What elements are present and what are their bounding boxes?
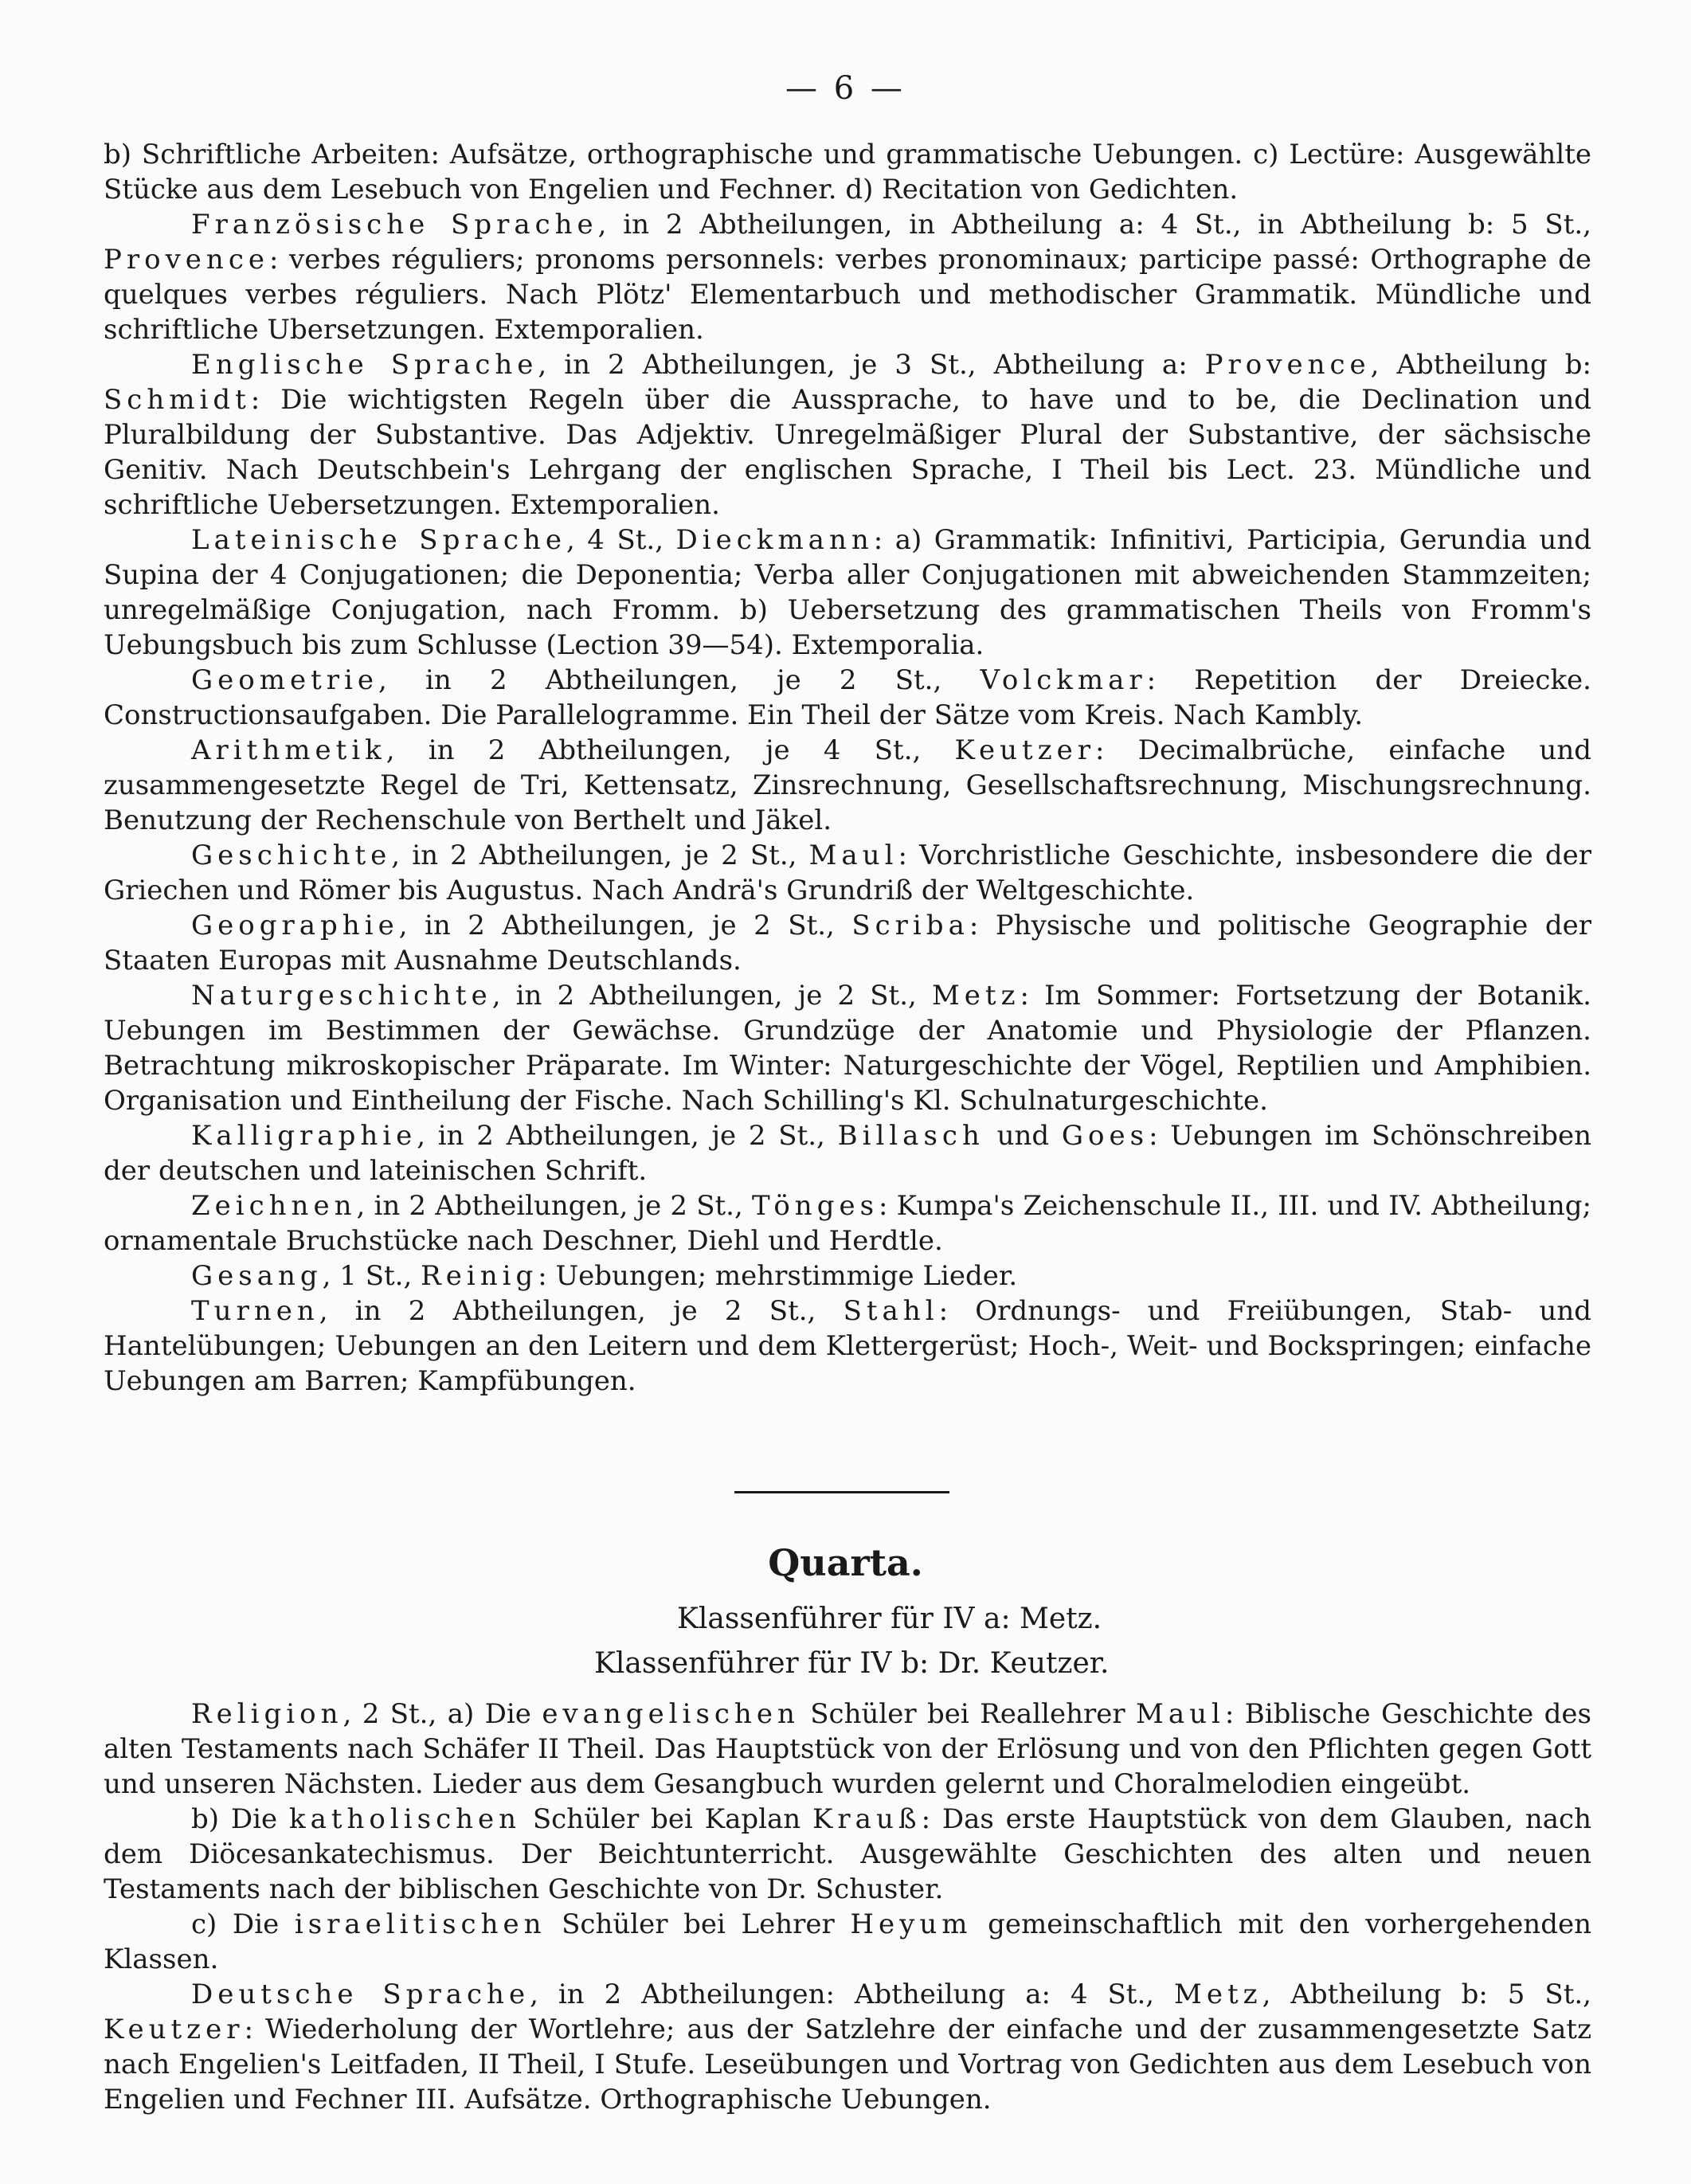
emphasized-term: Provence bbox=[104, 244, 269, 276]
upper-text-block bbox=[104, 137, 1591, 1399]
emphasized-term: Englische Sprache bbox=[191, 349, 538, 381]
emphasized-term: Religion bbox=[191, 1698, 343, 1730]
paragraph-text: : Im Sommer: Fortsetzung der Botanik. Uebungen im Bestimmen der Gewächse. Grundzüge der Anatomie und Physiologie der Pflanzen. Betrachtung mikroskopischer Präparate. Im Winter: Naturgeschichte der Vögel, Reptilien und Amphibien. Organisation und Eintheilung der Fische. Nach Schilling's Kl. Schulnaturgeschichte. bbox=[104, 980, 1591, 1117]
emphasized-term: Heyum bbox=[850, 1908, 973, 1940]
emphasized-term: Scriba bbox=[851, 910, 969, 941]
paragraph bbox=[104, 1907, 1591, 1977]
paragraph-text: , in 2 Abtheilungen, in Abtheilung a: 4 St., in Abtheilung b: 5 St., bbox=[597, 209, 1591, 241]
emphasized-term: Deutsche Sprache bbox=[191, 1979, 530, 2010]
class-leader-iv-b: Klassenführer für IV b: Dr. Keutzer. bbox=[594, 1647, 1110, 1680]
paragraph-text: und bbox=[984, 1120, 1062, 1152]
emphasized-term: Dieckmann bbox=[675, 524, 874, 556]
emphasized-term: katholischen bbox=[288, 1803, 522, 1835]
paragraph-text: : Decimalbrüche, einfache und zusammengesetzte Regel de Tri, Kettensatz, Zinsrechnung, Gesellschaftsrechnung, Mischungsrechnung. Benutzung der Rechenschule von Berthelt und Jäkel. bbox=[104, 734, 1591, 836]
paragraph-text: gemeinschaftlich mit den vorhergehenden Klassen. bbox=[104, 1908, 1591, 1975]
paragraph-text: Schüler bei Lehrer bbox=[546, 1908, 851, 1940]
emphasized-term: Arithmetik bbox=[191, 734, 386, 766]
paragraph-text: : Biblische Geschichte des alten Testaments nach Schäfer II Theil. Das Hauptstück von der Erlösung und von den Pflichten gegen Gott und unseren Nächsten. Lieder aus dem Gesangbuch wurden gelernt und Choralmelodien eingeübt. bbox=[104, 1698, 1592, 1800]
paragraph bbox=[104, 1118, 1591, 1188]
paragraph-text: , in 2 Abtheilungen, je 3 St., Abtheilung a: bbox=[538, 349, 1205, 381]
paragraph bbox=[104, 663, 1591, 733]
paragraph bbox=[104, 137, 1591, 207]
paragraph-text: , in 2 Abtheilungen, je 2 St., bbox=[356, 1190, 752, 1222]
paragraph bbox=[104, 908, 1591, 978]
emphasized-term: Tönges bbox=[751, 1190, 879, 1222]
paragraph-text: , in 2 Abtheilungen: Abtheilung a: 4 St., bbox=[530, 1979, 1175, 2010]
paragraph-text: : verbes réguliers; pronoms personnels: verbes pronominaux; participe passé: Orthographe de quelques verbes réguliers. Nach Plötz' Elementarbuch und methodischer Grammatik. Mündliche und schriftliche Ubersetzungen. Extemporalien. bbox=[104, 244, 1591, 346]
paragraph-text: , Abtheilung b: bbox=[1370, 349, 1592, 381]
emphasized-term: Keutzer bbox=[104, 2014, 245, 2045]
paragraph-text: : Uebungen im Schönschreiben der deutschen und lateinischen Schrift. bbox=[104, 1120, 1591, 1187]
lower-text-block bbox=[104, 1697, 1591, 2117]
paragraph-text: : Kumpa's Zeichenschule II., III. und IV. Abtheilung; ornamentale Bruchstücke nach Deschner, Diehl und Herdtle. bbox=[104, 1190, 1591, 1257]
emphasized-term: Schmidt bbox=[104, 384, 251, 416]
paragraph-text: , Abtheilung b: 5 St., bbox=[1262, 1979, 1591, 2010]
paragraph-text: c) Die bbox=[191, 1908, 295, 1940]
paragraph-text: b) Schriftliche Arbeiten: Aufsätze, orthographische und grammatische Uebungen. c) Lectüre: Ausgewählte Stücke aus dem Lesebuch von Engelien und Fechner. d) Recitation von Gedichten. bbox=[104, 139, 1591, 205]
emphasized-term: Billasch bbox=[837, 1120, 984, 1152]
paragraph bbox=[104, 347, 1591, 523]
paragraph-text: , in 2 Abtheilungen, je 2 St., bbox=[398, 910, 852, 941]
paragraph-text: b) Die bbox=[191, 1803, 289, 1835]
paragraph bbox=[104, 838, 1591, 908]
emphasized-term: Kalligraphie bbox=[191, 1120, 417, 1152]
paragraph-text: , 1 St., bbox=[322, 1260, 421, 1292]
emphasized-term: Geographie bbox=[191, 910, 399, 941]
paragraph-text: : Wiederholung der Wortlehre; aus der Satzlehre der einfache und der zusammengesetzte Satz nach Engelien's Leitfaden, II Theil, I Stufe. Leseübungen und Vortrag von Gedichten aus dem Lesebuch von Engelien und Fechner III. Aufsätze. Orthographische Uebungen. bbox=[104, 2014, 1591, 2116]
emphasized-term: Provence bbox=[1204, 349, 1371, 381]
paragraph-text: , 2 St., a) Die bbox=[343, 1698, 542, 1730]
paragraph-text: : Die wichtigsten Regeln über die Aussprache, to have und to be, die Declination und Pluralbildung der Substantive. Das Adjektiv. Unregelmäßiger Plural der Substantive, der sächsische Genitiv. Nach Deutschbein's Lehrgang der englischen Sprache, I Theil bis Lect. 23. Mündliche und schriftliche Uebersetzungen. Extemporalien. bbox=[104, 384, 1591, 521]
paragraph-text: : a) Grammatik: Infinitivi, Participia, Gerundia und Supina der 4 Conjugationen; die Deponentia; Verba aller Conjugationen mit abweichenden Stammzeiten; unregelmäßige Conjugation, nach Fromm. b) Uebersetzung des grammatischen Theils von Fromm's Uebungsbuch bis zum Schlusse (Lection 39—54). Extemporalia. bbox=[104, 524, 1591, 661]
section-title: Quarta. bbox=[768, 1541, 923, 1584]
paragraph-text: : Uebungen; mehrstimmige Lieder. bbox=[538, 1260, 1018, 1292]
emphasized-term: Turnen bbox=[191, 1295, 319, 1327]
emphasized-term: Keutzer bbox=[954, 734, 1096, 766]
emphasized-term: Volckmar bbox=[980, 664, 1147, 696]
emphasized-term: Lateinische Sprache bbox=[191, 524, 566, 556]
paragraph-text: : Das erste Hauptstück von dem Glauben, nach dem Diöcesankatechismus. Der Beichtunterricht. Ausgewählte Geschichten des alten und neuen Testaments nach der biblischen Geschichte von Dr. Schuster. bbox=[104, 1803, 1591, 1905]
paragraph-text: , in 2 Abtheilungen, je 2 St., bbox=[417, 1120, 838, 1152]
emphasized-term: Gesang bbox=[191, 1260, 323, 1292]
paragraph-text: : Physische und politische Geographie der Staaten Europas mit Ausnahme Deutschlands. bbox=[104, 910, 1591, 977]
paragraph bbox=[104, 1697, 1591, 1802]
emphasized-term: Stahl bbox=[843, 1295, 939, 1327]
paragraph-text: , 4 St., bbox=[566, 524, 676, 556]
paragraph bbox=[104, 523, 1591, 663]
emphasized-term: Französische Sprache bbox=[191, 209, 598, 241]
class-leader-iv-a: Klassenführer für IV a: Metz. bbox=[677, 1603, 1102, 1635]
paragraph-text: , in 2 Abtheilungen, je 2 St., bbox=[391, 840, 809, 871]
paragraph-text: : Ordnungs- und Freiübungen, Stab- und Hantelübungen; Uebungen an den Leitern und dem Klettergerüst; Hoch-, Weit- und Bockspringen; einfache Uebungen am Barren; Kampfübungen. bbox=[104, 1295, 1591, 1397]
paragraph bbox=[104, 1802, 1591, 1907]
paragraph bbox=[104, 1294, 1591, 1399]
emphasized-term: Maul bbox=[1136, 1698, 1225, 1730]
paragraph bbox=[104, 1977, 1591, 2117]
page-number: — 6 — bbox=[785, 70, 906, 107]
emphasized-term: Metz bbox=[931, 980, 1020, 1012]
paragraph-text: Schüler bei Reallehrer bbox=[799, 1698, 1136, 1730]
emphasized-term: Naturgeschichte bbox=[191, 980, 492, 1012]
emphasized-term: Maul bbox=[808, 840, 898, 871]
emphasized-term: Geschichte bbox=[191, 840, 392, 871]
emphasized-term: Metz bbox=[1174, 1979, 1262, 2010]
emphasized-term: Zeichnen bbox=[191, 1190, 357, 1222]
emphasized-term: Reinig bbox=[421, 1260, 538, 1292]
emphasized-term: evangelischen bbox=[542, 1698, 800, 1730]
emphasized-term: Goes bbox=[1061, 1120, 1149, 1152]
section-divider bbox=[734, 1491, 949, 1493]
paragraph bbox=[104, 1258, 1591, 1294]
paragraph-text: Schüler bei Kaplan bbox=[521, 1803, 813, 1835]
paragraph bbox=[104, 978, 1591, 1118]
paragraph bbox=[104, 1188, 1591, 1258]
paragraph-text: : Repetition der Dreiecke. Constructionsaufgaben. Die Parallelogramme. Ein Theil der Sätze vom Kreis. Nach Kambly. bbox=[104, 664, 1591, 731]
emphasized-term: israelitischen bbox=[294, 1908, 546, 1940]
emphasized-term: Krauß bbox=[812, 1803, 922, 1835]
paragraph-text: : Vorchristliche Geschichte, insbesondere die der Griechen und Römer bis Augustus. Nach Andrä's Grundriß der Weltgeschichte. bbox=[104, 840, 1591, 906]
paragraph bbox=[104, 733, 1591, 838]
emphasized-term: Geometrie bbox=[191, 664, 379, 696]
paragraph bbox=[104, 207, 1591, 347]
paragraph-text: , in 2 Abtheilungen, je 2 St., bbox=[378, 664, 981, 696]
paragraph-text: , in 2 Abtheilungen, je 2 St., bbox=[491, 980, 932, 1012]
paragraph-text: , in 2 Abtheilungen, je 4 St., bbox=[386, 734, 955, 766]
paragraph-text: , in 2 Abtheilungen, je 2 St., bbox=[319, 1295, 844, 1327]
